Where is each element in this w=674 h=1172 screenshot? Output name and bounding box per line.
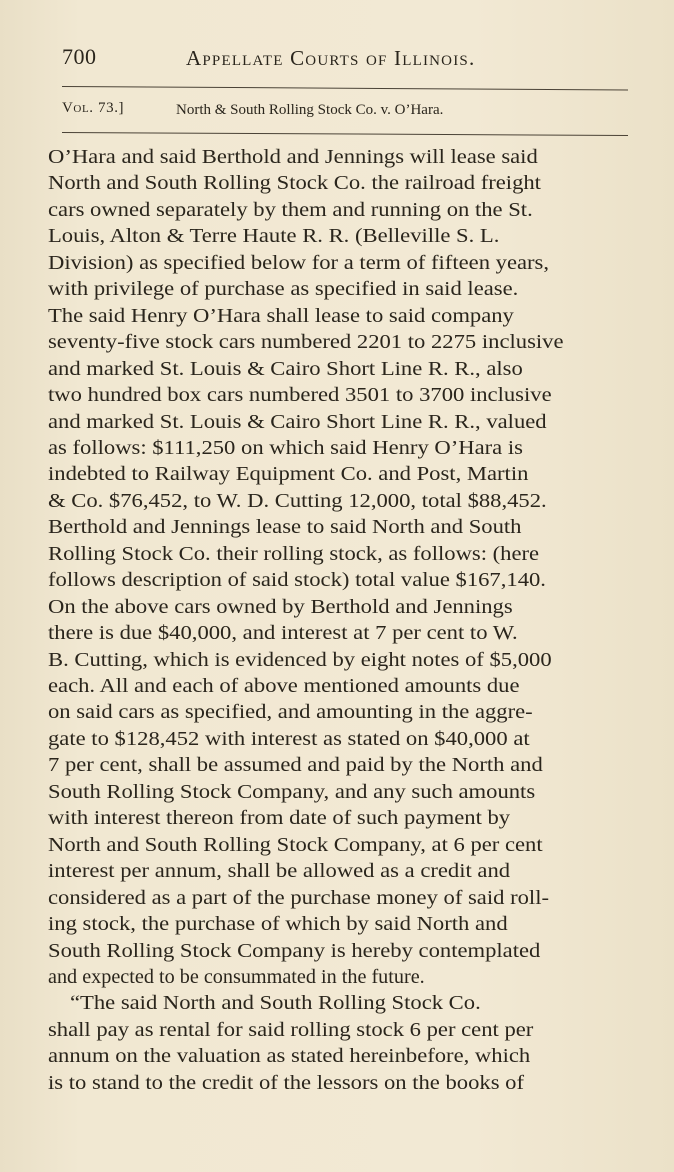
text-line: Rolling Stock Co. their rolling stock, as follows: (here [48,542,540,565]
page-header [62,44,628,80]
text-line: 7 per cent, shall be assumed and paid by the North and [48,754,543,777]
text-line: as follows: $111,250 on which said Henry O’Hara is [48,436,523,459]
header-rule-top [62,86,628,90]
text-line: “The said North and South Rolling Stock Co. [70,992,481,1015]
text-line: B. Cutting, which is evidenced by eight notes of $5,000 [48,648,552,671]
text-line: annum on the valuation as stated hereinbefore, which [48,1045,531,1068]
text-line: seventy-five stock cars numbered 2201 to 2275 inclusive [48,331,564,354]
text-line: North and South Rolling Stock Co. the railroad freight [48,172,541,195]
running-title: Appellate Courts of Illinois. [186,46,476,70]
text-line: gate to $128,452 with interest as stated on $40,000 at [48,727,530,750]
text-line: Division) as specified below for a term of fifteen years, [48,251,550,274]
text-line: and marked St. Louis & Cairo Short Line R. R., valued [48,410,547,433]
text-line: there is due $40,000, and interest at 7 per cent to W. [48,622,518,645]
volume-label: Vol. 73.] [62,100,125,116]
text-line: shall pay as rental for said rolling stock 6 per cent per [48,1018,534,1041]
case-subheader [62,98,628,124]
text-line: Berthold and Jennings lease to said North and South [48,516,522,539]
text-line: South Rolling Stock Company is hereby contemplated [48,939,541,962]
header-rule-bottom [62,132,628,136]
page-number: 700 [62,44,97,69]
text-line: with interest thereon from date of such payment by [48,807,511,830]
text-line: South Rolling Stock Company, and any such amounts [48,780,536,803]
text-line: two hundred box cars numbered 3501 to 3700 inclusive [48,384,552,407]
text-line: and expected to be consummated in the future. [48,965,425,988]
text-line: Louis, Alton & Terre Haute R. R. (Belleville S. L. [48,225,500,248]
text-line: O’Hara and said Berthold and Jennings will lease said [48,146,538,168]
text-line: considered as a part of the purchase money of said roll- [48,886,550,909]
text-line: interest per annum, shall be allowed as a credit and [48,860,511,883]
text-line: each. All and each of above mentioned amounts due [48,675,520,697]
text-line: On the above cars owned by Berthold and Jennings [48,595,513,618]
text-line: The said Henry O’Hara shall lease to said company [48,304,514,327]
case-title: North & South Rolling Stock Co. v. O’Hara. [176,102,444,118]
text-line: ing stock, the purchase of which by said North and [48,913,508,936]
text-line: follows description of said stock) total value $167,140. [48,569,546,592]
text-line: is to stand to the credit of the lessors on the books of [48,1071,524,1094]
text-line: cars owned separately by them and running on the St. [48,198,533,221]
text-line: on said cars as specified, and amounting in the aggre- [48,701,533,724]
text-line: North and South Rolling Stock Company, at 6 per cent [48,833,543,856]
text-line: indebted to Railway Equipment Co. and Post, Martin [48,463,529,486]
text-line: & Co. $76,452, to W. D. Cutting 12,000, total $88,452. [48,489,547,512]
text-line: with privilege of purchase as specified in said lease. [48,278,519,301]
text-line: and marked St. Louis & Cairo Short Line R. R., also [48,357,523,380]
